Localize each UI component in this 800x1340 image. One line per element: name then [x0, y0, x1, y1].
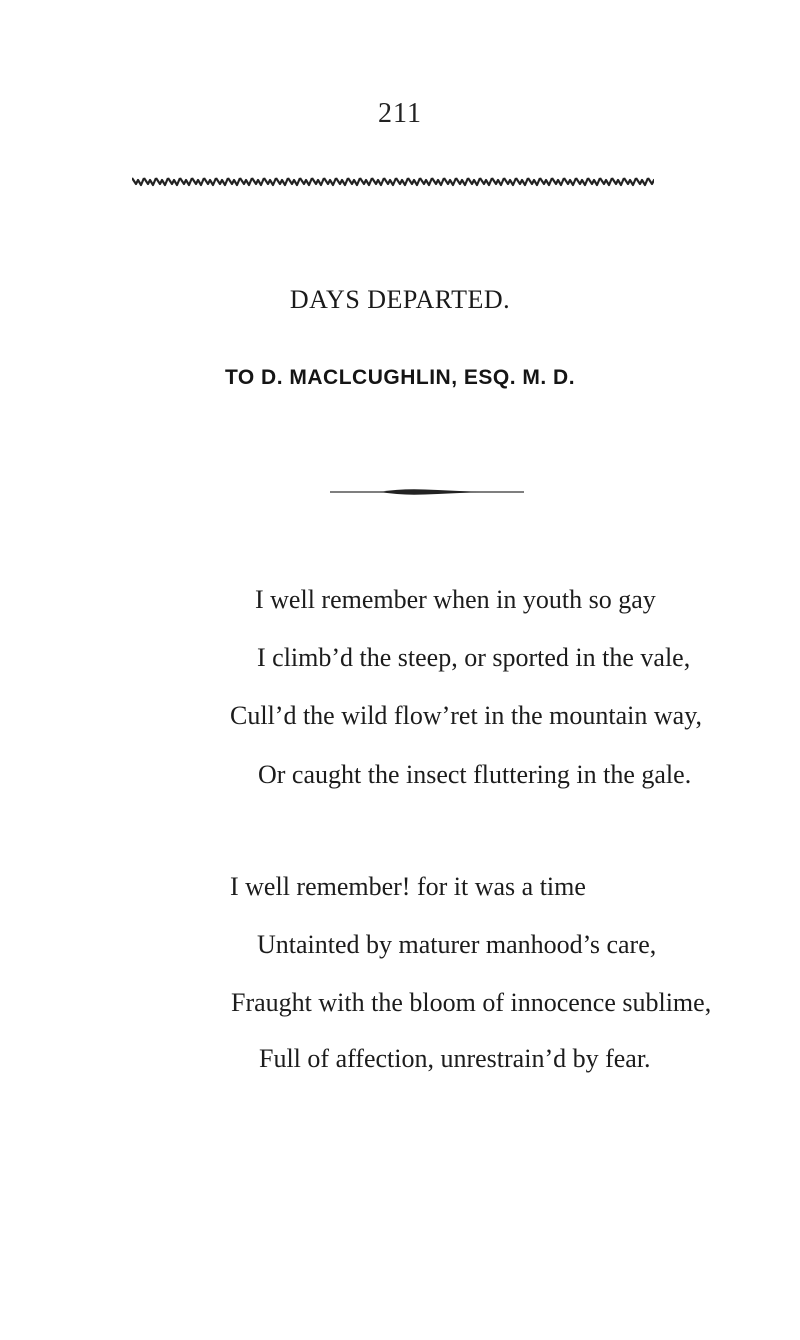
decorative-border-ornament — [132, 174, 654, 188]
verse-line: Or caught the insect fluttering in the gale. — [258, 760, 692, 789]
verse-line: Fraught with the bloom of innocence sublime, — [231, 988, 712, 1017]
verse-line: Full of affection, unrestrain’d by fear. — [259, 1044, 651, 1073]
page-number: 211 — [378, 98, 422, 129]
verse-line: I climb’d the steep, or sported in the vale, — [257, 643, 691, 672]
title-divider-rule — [330, 488, 524, 496]
verse-line: I well remember! for it was a time — [230, 872, 586, 901]
verse-line: Cull’d the wild flow’ret in the mountain way, — [230, 701, 702, 730]
poem-title: DAYS DEPARTED. — [289, 285, 511, 314]
verse-line: Untainted by maturer manhood’s care, — [257, 930, 657, 959]
poem-dedication: TO D. MACLCUGHLIN, ESQ. M. D. — [224, 366, 576, 389]
verse-line: I well remember when in youth so gay — [255, 585, 656, 614]
